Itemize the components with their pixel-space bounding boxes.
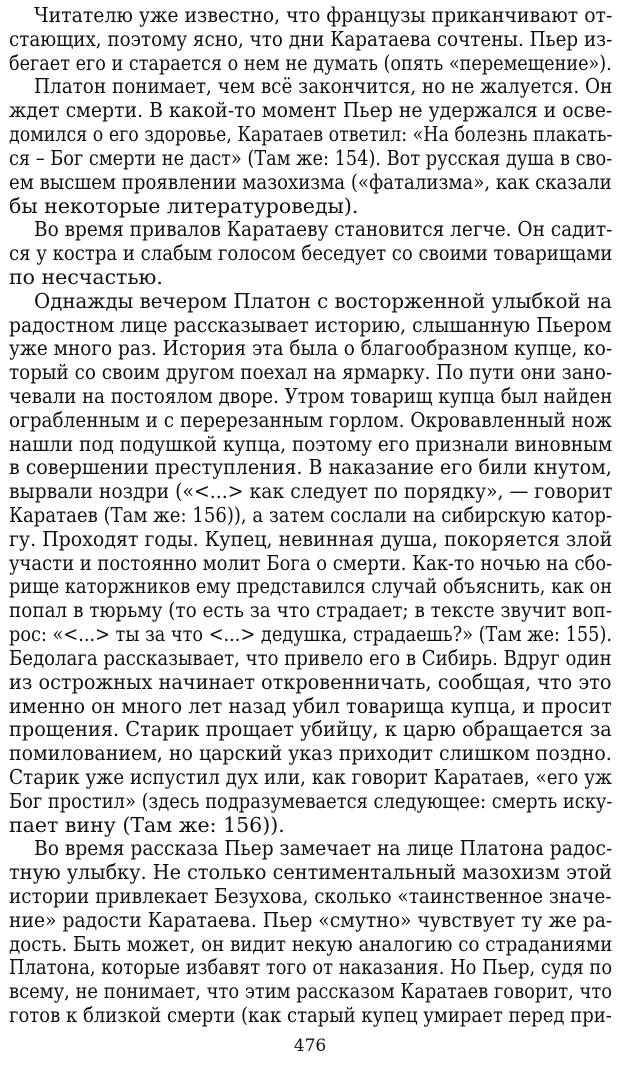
text-line: помилованием, но царский указ приходит слишком поздно.: [9, 741, 612, 766]
text-line: ся – Бог смерти не даст» (Там же: 154). Вот русская душа в сво-: [9, 145, 613, 170]
text-line: именно он много лет назад убил товарища купца, и просит: [9, 693, 612, 718]
text-line: Старик уже испустил дух или, как говорит Каратаев, «его уж: [9, 764, 612, 789]
text-line: бы некоторые литературоведы).: [9, 193, 359, 218]
page-number: 476: [293, 1036, 327, 1056]
text-line: ние» радости Каратаева. Пьер «смутно» чувствует ту же ра-: [9, 907, 613, 932]
text-line: тную улыбку. Не столько сентиментальный мазохизм этой: [9, 860, 612, 885]
text-line: истории привлекает Безухова, сколько «таинственное значе-: [9, 884, 612, 908]
text-line: в совершении преступления. В наказание его били кнутом,: [9, 455, 612, 480]
text-line: Платона, которые избавят того от наказания. Но Пьер, судя по: [9, 955, 613, 980]
text-line: Во время привалов Каратаеву становится легче. Он садит-: [34, 217, 613, 242]
text-line: чевали на постоялом дворе. Утром товарищ купца был найден: [9, 384, 613, 408]
text-line: Платон понимает, чем всё закончится, но не жалуется. Он: [34, 74, 613, 99]
text-line: вырвали ноздри («<...> как следует по порядку», — говорит: [9, 479, 613, 504]
text-line: дость. Быть может, он видит некую аналогию со страданиями: [9, 931, 613, 956]
text-line: Каратаев (Там же: 156)), а затем сослали на сибирскую катор-: [9, 503, 613, 527]
text-line: нашли под подушкой купца, поэтому его признали виновным: [9, 431, 613, 456]
text-line: гу. Проходят годы. Купец, невинная душа, покоряется злой: [9, 526, 613, 551]
text-line: всему, не понимает, что этим рассказом Каратаев говорит, что: [9, 979, 613, 1004]
text-line: прощения. Старик прощает убийцу, к царю обращается за: [9, 717, 612, 742]
text-line: Бедолага рассказывает, что привело его в Сибирь. Вдруг один: [9, 645, 612, 670]
text-line: пает вину (Там же: 156)).: [9, 812, 285, 837]
text-line: ся у костра и слабым голосом беседует со своими товарищами: [9, 241, 613, 266]
text-line: рище каторжников ему представился случай объяснить, как он: [9, 574, 613, 599]
text-line: радостном лице рассказывает историю, слышанную Пьером: [9, 312, 612, 337]
text-line: попал в тюрьму (то есть за что страдает; в тексте звучит воп-: [9, 598, 613, 623]
text-line: готов к близкой смерти (как старый купец умирает перед при-: [9, 1003, 612, 1027]
text-line: Во время рассказа Пьер замечает на лице Платона радос-: [34, 836, 613, 861]
text-line: стающих, поэтому ясно, что дни Каратаева сочтены. Пьер из-: [9, 26, 613, 51]
text-line: ждет смерти. В какой-то момент Пьер не удержался и осве-: [9, 98, 613, 123]
text-line: уже много раз. История эта была о благообразном купце, ко-: [9, 336, 613, 361]
text-line: из острожных начинает откровенничать, сообщая, что это: [9, 669, 612, 694]
text-line: рос: «<...> ты за что <...> дедушка, страдаешь?» (Там же: 155).: [9, 622, 612, 646]
text-line: ем высшем проявлении мазохизма («фатализма», как сказали: [9, 169, 612, 194]
text-line: ограбленным и с перерезанным горлом. Окровавленный нож: [9, 407, 612, 432]
text-line: по несчастью.: [9, 264, 163, 289]
text-line: Читателю уже известно, что французы приканчивают от-: [34, 3, 613, 27]
text-line: участи и постоянно молит Бога о смерти. Как-то ночью на сбо-: [9, 550, 613, 575]
text-line: домился о его здоровье, Каратаев ответил: «На болезнь плакать-: [9, 122, 613, 146]
text-line: Однажды вечером Платон с восторженной улыбкой на: [34, 288, 612, 313]
text-line: Бог простил» (здесь подразумевается следующее: смерть иску-: [9, 788, 613, 813]
text-line: торый со своим другом поехал на ярмарку. По пути они зано-: [9, 360, 613, 385]
text-line: бегает его и старается о нем не думать (опять «перемещение»).: [9, 50, 612, 75]
